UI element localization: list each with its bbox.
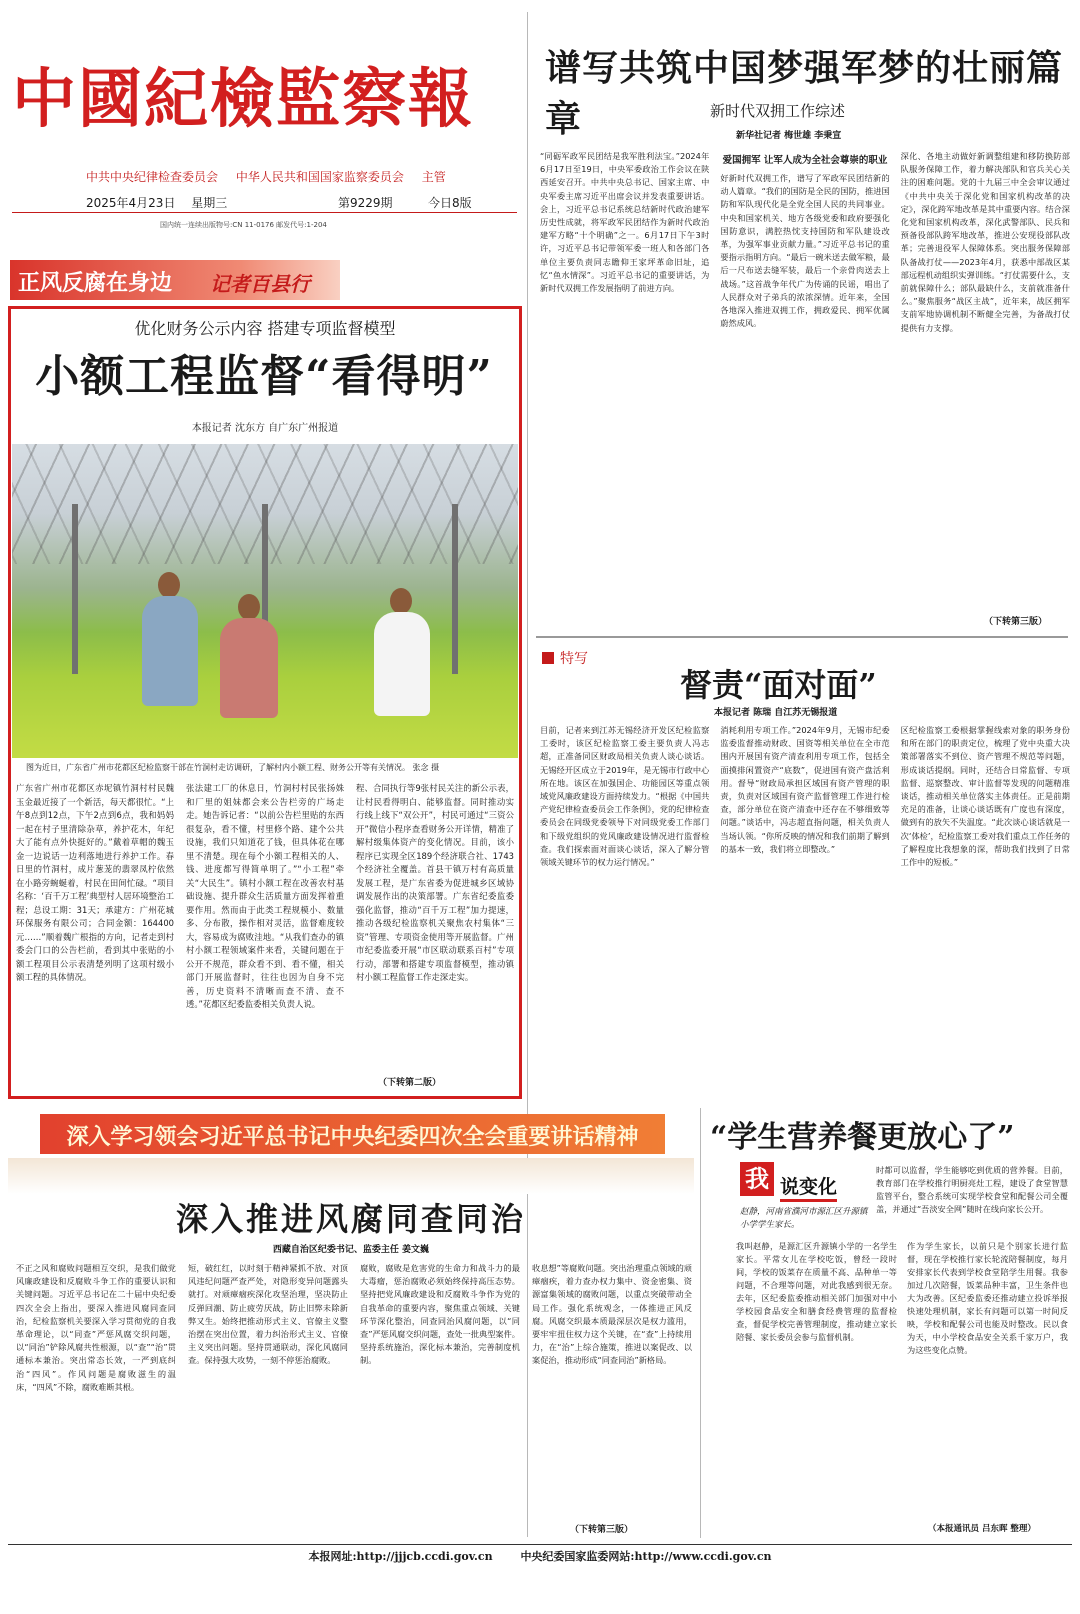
feature-headline[interactable]: 督责“面对面”: [680, 666, 877, 704]
top-right-column: [540, 150, 709, 628]
section-headline[interactable]: 深入推进风腐同查同治: [175, 1200, 526, 1238]
banner-subtitle: 记者百县行: [210, 272, 310, 296]
photo-caption: 图为近日，广东省广州市花都区纪检监察干部在竹洞村走访调研，了解村内小额工程、财务公开等有关情况。 张念 摄: [26, 763, 440, 772]
section-body: [16, 1262, 692, 1537]
banner-title: 正风反腐在身边: [18, 271, 173, 296]
feature-body: [540, 724, 1070, 1090]
publisher-nsc: 中华人民共和国国家监察委员会: [235, 170, 404, 184]
feature-label: 特写: [560, 651, 588, 667]
badge-label: 说变化: [780, 1172, 837, 1202]
newspaper-masthead: 中國紀檢監察報: [12, 62, 474, 137]
column-divider: [700, 1108, 701, 1538]
greenhouse-pole: [72, 504, 78, 674]
lead-continued[interactable]: （下转第二版）: [378, 1078, 442, 1088]
feature-column: 消耗利用专项工作。”2024年9月，无锡市纪委监委监督推动财政、国资等相关单位在全市范围内开展国有资产清查利用专项工作，包括全面摸排闲置资产“底数”，促进国有资产盘活利用。督导“财政局承担区域国有资产管理的职责，负责对区域国有资产监督管理工作进行检查，部分单位在资产清查中还存在不够细致等问题。”谈话中，冯志超直指问题，相关负责人当场认领。“你所反映的情况和我们前期了解到的基本一致，我们将立即整改。”: [720, 725, 890, 854]
publisher-line: [86, 168, 446, 185]
feature-square-icon: [542, 652, 554, 664]
feature-byline: 本报记者 陈瑞 自江苏无锡报道: [714, 708, 838, 718]
masthead-rule: [12, 212, 517, 213]
publisher-role: 主管: [421, 170, 446, 184]
lead-byline: 本报记者 沈东方 自广东广州报道: [191, 423, 339, 434]
section-column: 短，破红红，以时刻于精神紧抓不放、对顶风违纪问题严查严处，对隐形变异问题露头就打。对顽瘴痼疾深化攻坚治理，坚决防止反弹回潮、防止疲劳厌战，防止旧弊未除新弊又生。始终把推动形式主义、官僚主义整治摆在突出位置，着力纠治形式主义、官僚主义突出问题。坚持贯通联动，深化风腐同查。保持强大攻势，一刻不停惩治腐败。: [188, 1263, 348, 1366]
person-head: [390, 588, 412, 614]
person-figure: [220, 618, 278, 718]
top-right-subhead: 新时代双拥工作综述: [710, 102, 846, 120]
student-meal-credit: （本报通讯员 吕东晖 整理）: [928, 1524, 1036, 1534]
wo-badge-icon: 我: [740, 1162, 774, 1196]
section-byline: 西藏自治区纪委书记、监委主任 姜文巍: [272, 1245, 430, 1255]
student-meal-column: 我叫赵静，是源汇区升源镇小学的一名学生家长。平常女儿在学校吃饭，曾经一段时间，学校的饭菜存在质量不高、品种单一等问题，不合理等问题，对此我感到很无奈。去年，区纪委监委推动相关部门加强对中小学校园食品安全和膳食经费管理的监督检查，督促学校完善管理制度，推动建立家长陪餐、家长委员会参与监督机制。: [736, 1241, 897, 1342]
date-row: [86, 194, 486, 211]
top-right-continued[interactable]: （下转第三版）: [984, 617, 1048, 627]
person-figure: [374, 612, 430, 716]
greenhouse-pole: [452, 504, 458, 674]
top-right-column: [720, 150, 889, 628]
student-meal-body: [736, 1240, 1068, 1530]
lead-photo: [12, 444, 518, 758]
author-note: 赵静，河南省濮河市源汇区升源镇小学学生家长。: [740, 1207, 868, 1230]
person-figure: [142, 596, 198, 706]
issue-weekday: 星期三: [191, 196, 228, 210]
issue-number: 第9229期: [338, 196, 393, 210]
footer-site-link[interactable]: 本报网址:http://jjjcb.ccdi.gov.cn: [308, 1550, 493, 1563]
footer-ccdi-link[interactable]: 中央纪委国家监委网站:http://www.ccdi.gov.cn: [520, 1550, 772, 1563]
footer: [8, 1548, 1072, 1564]
lead-column: 广东省广州市花都区赤坭镇竹洞村村民魏玉金最近接了一个新活，每天都很忙。“上午8点到12点，下午2点到6点，我和妈妈一起在村子里清除杂草，养护花木，年纪大了能有点外快挺好的。”戴着草帽的魏玉金一边说话一边利落地进行养护工作。春日里的竹洞村，成片葱茏的翡翠凤柠依然在小路旁蜿蜒着，村民在田间忙碌。“项目名称：‘百千万工程’典型村人居环境整治工程；总设工期：31天；承建方：广州花城环保服务有限公司；合同金额：164400元……”顺着魏广根指的方向，记者走到村委会门口的公告栏前，看到其中张贴的小额工程项目公示表清楚列明了这项村级小额工程的具体情况。: [16, 783, 174, 982]
top-right-byline: 新华社记者 梅世雄 李秉宣: [736, 131, 842, 141]
page-count: 今日8版: [428, 196, 472, 210]
column-text: 好新时代双拥工作，谱写了军政军民团结新的动人篇章。“我们的国防是全民的国防，推进国防和军队现代化是全党全国人民的共同事业。中央和国家机关、地方各级党委和政府要强化国防意识，满腔热忱支持国防和军队建设改革，为强军事业贡献力量。”习近平总书记的重要指示指明方向。“最后一碗米送去做军粮，最后一尺布送去缝军装，最后一个亲骨肉送去上战场。”这首战争年代广为传诵的民谣，唱出了人民群众对子弟兵的浓浓深情。近年来，全国各地深入推进双拥工作，拥政爱民、拥军优属蔚然成风。: [720, 173, 890, 329]
section-continued[interactable]: （下转第三版）: [570, 1525, 634, 1535]
headline-backdrop: [8, 1158, 694, 1194]
feature-column: 目前，记者来到江苏无锡经济开发区纪检监察工委时，该区纪检监察工委主要负责人冯志超，正准备同区财政局相关负责人谈心谈话。无锡经开区成立于2019年，是无锡市行政中心所在地。该区在加强国企、功能园区等重点领域党风廉政建设方面持续发力。“根据《中国共产党纪律检查委员会工作条例》，党的纪律检查委员会在同级党委领导下对同级党委工作部门和下级党组织的党风廉政建设情况进行监督检查。我们探索面对面谈心谈话，深入了解分管领域关键环节的权力运行情况。”: [540, 725, 710, 868]
lead-headline[interactable]: 小额工程监督“看得明”: [35, 351, 493, 402]
section-column: 收息想”等腐败问题。突出治理重点领域的顽瘴痼疾，着力查办权力集中、资金密集、资源富集领域的腐败问题，以重点突破带动全局工作。强化系统观念，一体推进正风反腐。风腐交织最本质最深层次是权力滥用，要牢牢扭住权力这个关键，在“查”上持续用力，在“治”上综合施策，推进以案促改、以案促治，推动形成“同查同治”新格局。: [532, 1263, 692, 1366]
top-right-section-head: 爱国拥军 让军人成为全社会尊崇的职业: [722, 155, 888, 166]
section-column: 不正之风和腐败问题相互交织，是我们做党风廉政建设和反腐败斗争工作的重要认识和关键问题。习近平总书记在二十届中央纪委四次全会上指出，要深入推进风腐同查同治，纪检监察机关要深入学习贯彻党的自我革命理论，以“同查”严惩风腐交织问题，以“同治”铲除风腐共性根源，以“查”“治”贯通标本兼治。突出常态长效，一严到底纠治“四风”。作风问题是腐败滋生的温床，“四风”不除，腐败难断其根。: [16, 1263, 176, 1392]
column-text: “同砺军政军民团结是我军胜利法宝。”2024年6月17日至19日，中央军委政治工作会议在陕西延安召开。中共中央总书记、国家主席、中央军委主席习近平出席会议并发表重要讲话。会上，习近平总书记系统总结新时代政治建军历史性成就，将军政军民团结作为新时代政治建军方略“十个明确”之一。6月17日下午3时许，习近平总书记带领军委一班人和各部门各单位主要负责同志瞻仰王家坪革命旧址，追忆“鱼水情深”。习近平总书记的重要讲话，为新时代双拥工作发展指明了前进方向。: [540, 151, 710, 294]
issue-date: 2025年4月23日: [86, 196, 176, 210]
top-right-column: [901, 150, 1070, 628]
publication-codes: 国内统一连续出版物号:CN 11-0176 邮发代号:1-204: [160, 221, 327, 229]
student-meal-column: 作为学生家长，以前只是个别家长进行监督，现在学校推行家长轮流陪餐制度，每月安排家长代表到学校食堂陪学生用餐。我参加过几次陪餐，饭菜品种丰富，卫生条件也大为改善。区纪委监委还推动建立投诉举报快速处理机制，家长有问题可以第一时间反映，学校和配餐公司也能及时整改。民以食为天，中小学校食品安全关系千家万户，我为这些变化点赞。: [907, 1241, 1068, 1355]
publisher-ccdi: 中共中央纪律检查委员会: [86, 170, 219, 184]
feature-column: 区纪检监察工委根据掌握线索对象的职务身份和所在部门的职责定位，梳理了党中央重大决策部署落实不到位、资产管理不规范等问题，形成谈话提纲。同时，还结合日常监督、专项监督、巡察整改、审计监督等发现的问题精准谈话，推动相关单位落实主体责任。正是前期充足的准备，让谈心谈话既有广度也有深度，做到有的放矢不失温度。“此次谈心谈话就是一次‘体检’，纪检监察工委对我们重点工作任务的了解程度比我想象的深，帮助我们找到了日常工作中的短板。”: [900, 725, 1070, 868]
lead-kicker: 优化财务公示内容 搭建专项监督模型: [134, 319, 396, 338]
lead-column: 程、合同执行等9张村民关注的新公示表，让村民看得明白、能够监督。同时推动实行线上线下“双公开”，村民可通过“三资公开”微信小程序查看财务公开详情，精准了解村级集体资产的变化情况。目前，该小程序已实现全区189个经济联合社、1743个经济社全覆盖。首县干镇万村有高质量发展工程，是广东省委为促进城乡区域协调发展作出的决策部署。广东省纪委监委强化监督，推动“百千万工程”加力提速，推动各级纪检监察机关聚焦农村集体“三资”管理、专项资金使用等开展监督。广州市纪委监委开展“市区联动联系百村”专项行动，部署和搭建专项监督模型，推动镇村小额工程监督工作走深走实。: [356, 783, 514, 982]
student-meal-top-column: 时都可以监督，学生能够吃到优质的营养餐。目前，教育部门在学校推行明厨亮灶工程，建设了食堂智慧监管平台，整合系统可实现学校食堂和配餐公司全覆盖，并通过“吾淡安全网”随时在线向家长公开。: [876, 1165, 1068, 1214]
person-head: [158, 572, 180, 598]
student-meal-headline[interactable]: “学生营养餐更放心了”: [710, 1120, 1015, 1155]
study-banner-text: 深入学习领会习近平总书记中央纪委四次全会重要讲话精神: [66, 1125, 639, 1150]
top-right-headline[interactable]: 谱写共筑中国梦强军梦的壮丽篇章: [545, 47, 1064, 140]
lead-body: [16, 782, 514, 1082]
top-right-body: [540, 150, 1070, 628]
section-rule: [536, 636, 1068, 638]
column-text: 深化、各地主动做好新调整组建和移防换防部队服务保障工作，着力解决部队和官兵关心关注的困难问题。党的十九届三中全会审议通过《中共中央关于深化党和国家机构改革的决定》，深化跨军地改革是其中重要内容。结合深化党和国家机构改革，深化武警部队、民兵和预备役部队跨军地改革，推进公安现役部队改革；完善退役军人保障体系。突出服务保障部队备战打仗——2023年4月，获悉中部战区某部远程机动组织实弹训练。“打仗需要什么，支前就保障什么；部队最缺什么，支前就准备什么。”聚焦服务“战区主战”，近年来，战区拥军支前军地协调机制不断健全完善，为备战打仗提供有力支撑。: [900, 151, 1070, 333]
person-head: [238, 594, 260, 620]
lead-column: 张法建工厂的休息日，竹洞村村民张扬姝和厂里的姐妹都会来公告栏旁的广场走走。她告诉记者：“以前公告栏里贴的东西很复杂，看不懂，村里修个路、建个公共设施，我们只知道花了钱，但具体花在哪里不清楚。现在每个小额工程相关的人、钱、进度都写得简单明了。”“小工程”牵关“大民生”。镇村小额工程在改善农村基础设施、提升群众生活质量方面发挥着重要作用。然而由于此类工程规模小、数量多、分布散，操作相对灵活，监督难度较大，容易成为腐败洼地。“从我们查办的镇村小额工程领域案件来看，关键问题在于公开不规范，群众看不到、看不懂，相关部门开展监督时，往往也因为自身不完善，历史资料不清晰而查不清、查不透。”花都区纪委监委相关负责人说。: [186, 783, 344, 1009]
footer-rule: [8, 1544, 1072, 1545]
section-column: 腐败，腐败是危害党的生命力和战斗力的最大毒瘤，惩治腐败必须始终保持高压态势。坚持把党风廉政建设和反腐败斗争作为党的自我革命的重要内容，聚焦重点领域、关键环节深化整治，同查同治风腐问题，以“同查”严惩风腐交织问题，查处一批典型案件。坚持系统施治，深化标本兼治，完善制度机制。: [360, 1263, 520, 1366]
